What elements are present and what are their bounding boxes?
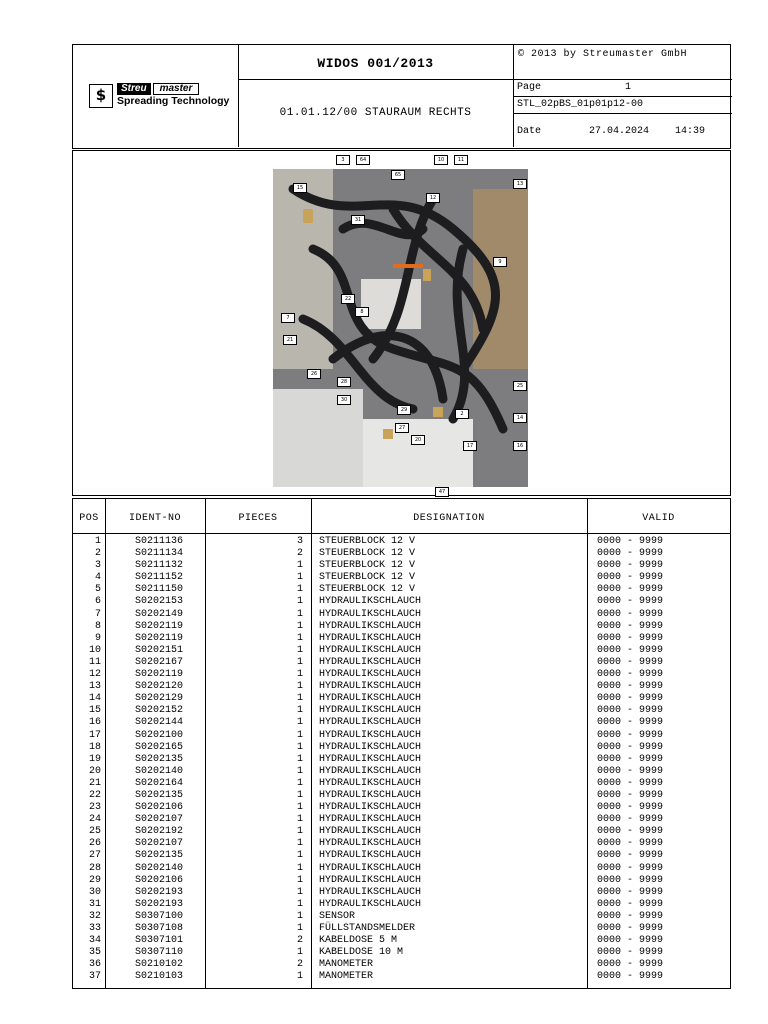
callout: 16 — [513, 441, 527, 451]
logo-master: master — [153, 83, 200, 95]
cell-valid: 0000 - 9999 — [597, 838, 664, 850]
cell-ident-no: S0202167 — [135, 656, 184, 668]
cell-pos: 9 — [94, 632, 101, 644]
callout: 8 — [355, 307, 369, 317]
cell-ident-no: S0202151 — [135, 644, 184, 656]
cell-valid: 0000 - 9999 — [597, 584, 664, 596]
cell-pos: 35 — [88, 947, 101, 959]
callout: 26 — [307, 369, 321, 379]
cell-pieces: 1 — [296, 741, 303, 753]
cell-pieces: 1 — [296, 814, 303, 826]
table-row — [73, 681, 730, 693]
document-code: STL_02pBS_01p01p12-00 — [517, 99, 644, 110]
page-number: 1 — [625, 82, 632, 93]
cell-pieces: 1 — [296, 838, 303, 850]
logo-subtitle: Spreading Technology — [117, 95, 230, 107]
callout: 25 — [513, 381, 527, 391]
callout: 14 — [513, 413, 527, 423]
cell-pieces: 1 — [296, 898, 303, 910]
table-row — [73, 899, 730, 911]
time-value: 14:39 — [675, 126, 706, 137]
cell-pieces: 1 — [296, 971, 303, 983]
cell-valid: 0000 - 9999 — [597, 620, 664, 632]
document-title: WIDOS 001/2013 — [317, 56, 434, 71]
cell-pos: 1 — [94, 536, 101, 547]
cell-pos: 24 — [88, 814, 101, 826]
cell-designation: HYDRAULIKSCHLAUCH — [319, 838, 422, 850]
cell-pos: 6 — [94, 596, 101, 608]
cell-pieces: 1 — [296, 717, 303, 729]
callout: 3 — [336, 155, 350, 165]
table-row — [73, 802, 730, 814]
cell-designation: HYDRAULIKSCHLAUCH — [319, 874, 422, 886]
cell-valid: 0000 - 9999 — [597, 971, 664, 983]
cell-pieces: 1 — [296, 802, 303, 814]
table-row — [73, 959, 730, 971]
cell-pos: 37 — [88, 971, 101, 983]
cell-ident-no: S0202100 — [135, 729, 184, 741]
column-header-valid: VALID — [642, 513, 675, 524]
table-row — [73, 548, 730, 560]
table-row — [73, 536, 730, 548]
cell-valid: 0000 - 9999 — [597, 717, 664, 729]
cell-valid: 0000 - 9999 — [597, 959, 664, 971]
cell-pieces: 1 — [296, 572, 303, 584]
cell-valid: 0000 - 9999 — [597, 898, 664, 910]
hydraulic-photo-drawing — [273, 169, 528, 487]
cell-valid: 0000 - 9999 — [597, 536, 664, 547]
cell-designation: KABELDOSE 10 M — [319, 947, 404, 959]
callout: 2 — [455, 409, 469, 419]
cell-ident-no: S0202120 — [135, 681, 184, 693]
table-row — [73, 645, 730, 657]
cell-pieces: 1 — [296, 620, 303, 632]
cell-valid: 0000 - 9999 — [597, 560, 664, 572]
cell-pos: 33 — [88, 923, 101, 934]
date-info — [513, 113, 732, 147]
cell-designation: STEUERBLOCK 12 V — [319, 572, 416, 584]
table-row — [73, 621, 730, 633]
cell-pieces: 1 — [296, 608, 303, 620]
table-row — [73, 766, 730, 778]
table-row — [73, 633, 730, 645]
table-row — [73, 971, 730, 983]
callout: 13 — [513, 179, 527, 189]
cell-pos: 30 — [88, 886, 101, 898]
cell-ident-no: S0202140 — [135, 862, 184, 874]
cell-pos: 12 — [88, 669, 101, 681]
cell-valid: 0000 - 9999 — [597, 777, 664, 789]
cell-valid: 0000 - 9999 — [597, 669, 664, 681]
cell-pieces: 1 — [296, 826, 303, 838]
cell-pieces: 1 — [296, 947, 303, 959]
cell-pieces: 1 — [296, 910, 303, 922]
table-row — [73, 911, 730, 923]
cell-valid: 0000 - 9999 — [597, 729, 664, 741]
cell-ident-no: S0202119 — [135, 632, 184, 644]
cell-pos: 15 — [88, 705, 101, 717]
table-row — [73, 838, 730, 850]
column-header-designation: DESIGNATION — [413, 513, 485, 524]
cell-ident-no: S0211134 — [135, 548, 184, 560]
cell-pos: 3 — [94, 560, 101, 572]
cell-ident-no: S0307108 — [135, 923, 184, 934]
cell-pos: 36 — [88, 959, 101, 971]
callout: 27 — [395, 423, 409, 433]
cell-pieces: 1 — [296, 681, 303, 693]
cell-pos: 2 — [94, 548, 101, 560]
callout: 28 — [337, 377, 351, 387]
table-row — [73, 572, 730, 584]
cell-pieces: 2 — [296, 935, 303, 947]
cell-designation: HYDRAULIKSCHLAUCH — [319, 765, 422, 777]
logo-streu: Streu — [117, 83, 151, 95]
cell-designation: STEUERBLOCK 12 V — [319, 584, 416, 596]
cell-designation: HYDRAULIKSCHLAUCH — [319, 886, 422, 898]
table-row — [73, 754, 730, 766]
cell-pieces: 1 — [296, 669, 303, 681]
cell-ident-no: S0211136 — [135, 536, 184, 547]
cell-pos: 8 — [94, 620, 101, 632]
cell-ident-no: S0202193 — [135, 898, 184, 910]
callout: 30 — [337, 395, 351, 405]
cell-pos: 31 — [88, 898, 101, 910]
cell-ident-no: S0202153 — [135, 596, 184, 608]
table-row — [73, 717, 730, 729]
table-row — [73, 596, 730, 608]
cell-pieces: 1 — [296, 584, 303, 596]
cell-pos: 34 — [88, 935, 101, 947]
cell-pieces: 1 — [296, 923, 303, 934]
cell-designation: HYDRAULIKSCHLAUCH — [319, 669, 422, 681]
parts-table — [72, 498, 731, 989]
cell-designation: HYDRAULIKSCHLAUCH — [319, 814, 422, 826]
cell-pos: 14 — [88, 693, 101, 705]
cell-ident-no: S0202106 — [135, 802, 184, 814]
callout: 12 — [426, 193, 440, 203]
document-subtitle: 01.01.12/00 STAURAUM RECHTS — [279, 107, 472, 119]
cell-designation: HYDRAULIKSCHLAUCH — [319, 802, 422, 814]
cell-pos: 29 — [88, 874, 101, 886]
code-info — [513, 96, 732, 113]
cell-ident-no: S0210103 — [135, 971, 184, 983]
cell-pieces: 1 — [296, 656, 303, 668]
cell-valid: 0000 - 9999 — [597, 886, 664, 898]
cell-pieces: 2 — [296, 959, 303, 971]
table-row — [73, 560, 730, 572]
cell-valid: 0000 - 9999 — [597, 741, 664, 753]
cell-ident-no: S0202107 — [135, 814, 184, 826]
cell-ident-no: S0211132 — [135, 560, 184, 572]
table-row — [73, 778, 730, 790]
cell-designation: MANOMETER — [319, 959, 374, 971]
cell-valid: 0000 - 9999 — [597, 644, 664, 656]
cell-designation: HYDRAULIKSCHLAUCH — [319, 644, 422, 656]
cell-designation: HYDRAULIKSCHLAUCH — [319, 608, 422, 620]
cell-pos: 25 — [88, 826, 101, 838]
cell-pos: 4 — [94, 572, 101, 584]
cell-designation: HYDRAULIKSCHLAUCH — [319, 777, 422, 789]
callout: 64 — [356, 155, 370, 165]
table-row — [73, 730, 730, 742]
cell-pos: 18 — [88, 741, 101, 753]
cell-pieces: 3 — [296, 536, 303, 547]
cell-pieces: 1 — [296, 789, 303, 801]
cell-valid: 0000 - 9999 — [597, 789, 664, 801]
cell-ident-no: S0202165 — [135, 741, 184, 753]
cell-valid: 0000 - 9999 — [597, 850, 664, 862]
cell-designation: STEUERBLOCK 12 V — [319, 560, 416, 572]
cell-designation: HYDRAULIKSCHLAUCH — [319, 681, 422, 693]
cell-pos: 11 — [88, 656, 101, 668]
table-row — [73, 875, 730, 887]
table-row — [73, 609, 730, 621]
cell-designation: SENSOR — [319, 910, 356, 922]
cell-designation: HYDRAULIKSCHLAUCH — [319, 656, 422, 668]
cell-ident-no: S0307100 — [135, 910, 184, 922]
cell-pieces: 1 — [296, 765, 303, 777]
cell-pos: 17 — [88, 729, 101, 741]
cell-designation: HYDRAULIKSCHLAUCH — [319, 729, 422, 741]
table-row — [73, 850, 730, 862]
cell-valid: 0000 - 9999 — [597, 548, 664, 560]
logo-mark-icon: $ — [89, 84, 113, 108]
cell-ident-no: S0202164 — [135, 777, 184, 789]
cell-designation: HYDRAULIKSCHLAUCH — [319, 898, 422, 910]
table-row — [73, 826, 730, 838]
cell-ident-no: S0202107 — [135, 838, 184, 850]
cell-pos: 13 — [88, 681, 101, 693]
date-value: 27.04.2024 — [589, 126, 650, 137]
callout: 11 — [454, 155, 468, 165]
cell-valid: 0000 - 9999 — [597, 765, 664, 777]
cell-pos: 28 — [88, 862, 101, 874]
cell-valid: 0000 - 9999 — [597, 910, 664, 922]
page-info — [513, 79, 732, 96]
cell-pos: 27 — [88, 850, 101, 862]
cell-valid: 0000 - 9999 — [597, 572, 664, 584]
cell-designation: HYDRAULIKSCHLAUCH — [319, 596, 422, 608]
callout: 21 — [283, 335, 297, 345]
cell-designation: HYDRAULIKSCHLAUCH — [319, 693, 422, 705]
cell-pieces: 1 — [296, 705, 303, 717]
table-row — [73, 705, 730, 717]
cell-ident-no: S0210102 — [135, 959, 184, 971]
cell-designation: KABELDOSE 5 M — [319, 935, 398, 947]
cell-designation: HYDRAULIKSCHLAUCH — [319, 705, 422, 717]
cell-designation: HYDRAULIKSCHLAUCH — [319, 850, 422, 862]
cell-pos: 23 — [88, 802, 101, 814]
figure-panel — [72, 150, 731, 496]
cell-designation: HYDRAULIKSCHLAUCH — [319, 632, 422, 644]
cell-valid: 0000 - 9999 — [597, 802, 664, 814]
date-label: Date — [517, 126, 542, 137]
cell-valid: 0000 - 9999 — [597, 608, 664, 620]
cell-valid: 0000 - 9999 — [597, 596, 664, 608]
cell-ident-no: S0307101 — [135, 935, 184, 947]
callout: 31 — [351, 215, 365, 225]
logo-cell — [73, 45, 239, 147]
cell-pos: 10 — [88, 644, 101, 656]
cell-pieces: 1 — [296, 753, 303, 765]
cell-ident-no: S0202119 — [135, 620, 184, 632]
table-row — [73, 742, 730, 754]
table-row — [73, 814, 730, 826]
cell-designation: FÜLLSTANDSMELDER — [319, 923, 416, 934]
cell-pos: 26 — [88, 838, 101, 850]
cell-pos: 7 — [94, 608, 101, 620]
cell-ident-no: S0202135 — [135, 753, 184, 765]
table-row — [73, 790, 730, 802]
cell-pieces: 1 — [296, 560, 303, 572]
title-cell — [238, 45, 514, 80]
cell-ident-no: S0202193 — [135, 886, 184, 898]
callout: 65 — [391, 170, 405, 180]
cell-designation: HYDRAULIKSCHLAUCH — [319, 826, 422, 838]
cell-valid: 0000 - 9999 — [597, 656, 664, 668]
cell-pieces: 1 — [296, 729, 303, 741]
cell-valid: 0000 - 9999 — [597, 632, 664, 644]
copyright: © 2013 by Streumaster GmbH — [518, 49, 688, 60]
cell-valid: 0000 - 9999 — [597, 874, 664, 886]
cell-designation: HYDRAULIKSCHLAUCH — [319, 717, 422, 729]
table-row — [73, 947, 730, 959]
cell-designation: HYDRAULIKSCHLAUCH — [319, 753, 422, 765]
streumaster-logo — [89, 83, 229, 108]
cell-valid: 0000 - 9999 — [597, 935, 664, 947]
document-header — [72, 44, 731, 149]
cell-pieces: 2 — [296, 548, 303, 560]
cell-ident-no: S0202192 — [135, 826, 184, 838]
table-row — [73, 657, 730, 669]
page-label: Page — [517, 82, 542, 93]
table-row — [73, 935, 730, 947]
callout: 7 — [281, 313, 295, 323]
cell-ident-no: S0211150 — [135, 584, 184, 596]
callout: 15 — [293, 183, 307, 193]
cell-pieces: 1 — [296, 777, 303, 789]
table-row — [73, 669, 730, 681]
logo-text — [117, 83, 229, 108]
cell-designation: HYDRAULIKSCHLAUCH — [319, 789, 422, 801]
cell-valid: 0000 - 9999 — [597, 681, 664, 693]
cell-valid: 0000 - 9999 — [597, 826, 664, 838]
cell-pieces: 1 — [296, 596, 303, 608]
table-row — [73, 863, 730, 875]
cell-designation: MANOMETER — [319, 971, 374, 983]
callout: 22 — [341, 294, 355, 304]
table-body — [73, 536, 730, 983]
cell-ident-no: S0202140 — [135, 765, 184, 777]
cell-ident-no: S0307110 — [135, 947, 184, 959]
cell-pos: 20 — [88, 765, 101, 777]
cell-valid: 0000 - 9999 — [597, 753, 664, 765]
cell-ident-no: S0202144 — [135, 717, 184, 729]
cell-valid: 0000 - 9999 — [597, 862, 664, 874]
cell-pos: 16 — [88, 717, 101, 729]
cell-valid: 0000 - 9999 — [597, 923, 664, 934]
cell-pieces: 1 — [296, 886, 303, 898]
column-header-pos: POS — [79, 513, 99, 524]
cell-ident-no: S0202135 — [135, 850, 184, 862]
cell-ident-no: S0202135 — [135, 789, 184, 801]
cell-pos: 32 — [88, 910, 101, 922]
callout: 9 — [493, 257, 507, 267]
cell-designation: HYDRAULIKSCHLAUCH — [319, 620, 422, 632]
table-row — [73, 887, 730, 899]
cell-valid: 0000 - 9999 — [597, 814, 664, 826]
subtitle-cell — [238, 79, 514, 147]
cell-pieces: 1 — [296, 644, 303, 656]
cell-ident-no: S0202119 — [135, 669, 184, 681]
cell-valid: 0000 - 9999 — [597, 947, 664, 959]
table-row — [73, 923, 730, 935]
hydraulic-photo — [273, 157, 528, 487]
cell-pieces: 1 — [296, 850, 303, 862]
cell-valid: 0000 - 9999 — [597, 705, 664, 717]
column-header-pieces: PIECES — [238, 513, 278, 524]
cell-pieces: 1 — [296, 874, 303, 886]
cell-pos: 22 — [88, 789, 101, 801]
cell-ident-no: S0202152 — [135, 705, 184, 717]
cell-designation: STEUERBLOCK 12 V — [319, 536, 416, 547]
cell-ident-no: S0211152 — [135, 572, 184, 584]
cell-ident-no: S0202129 — [135, 693, 184, 705]
table-row — [73, 693, 730, 705]
callout: 29 — [397, 405, 411, 415]
cell-designation: HYDRAULIKSCHLAUCH — [319, 741, 422, 753]
cell-ident-no: S0202149 — [135, 608, 184, 620]
cell-pieces: 1 — [296, 862, 303, 874]
cell-pos: 19 — [88, 753, 101, 765]
cell-pieces: 1 — [296, 693, 303, 705]
callout: 10 — [434, 155, 448, 165]
callout: 17 — [463, 441, 477, 451]
cell-pos: 21 — [88, 777, 101, 789]
cell-designation: HYDRAULIKSCHLAUCH — [319, 862, 422, 874]
callout: 47 — [435, 487, 449, 497]
table-row — [73, 584, 730, 596]
cell-valid: 0000 - 9999 — [597, 693, 664, 705]
cell-pos: 5 — [94, 584, 101, 596]
cell-designation: STEUERBLOCK 12 V — [319, 548, 416, 560]
cell-ident-no: S0202106 — [135, 874, 184, 886]
cell-pieces: 1 — [296, 632, 303, 644]
callout: 20 — [411, 435, 425, 445]
column-header-ident-no: IDENT-NO — [128, 513, 181, 524]
